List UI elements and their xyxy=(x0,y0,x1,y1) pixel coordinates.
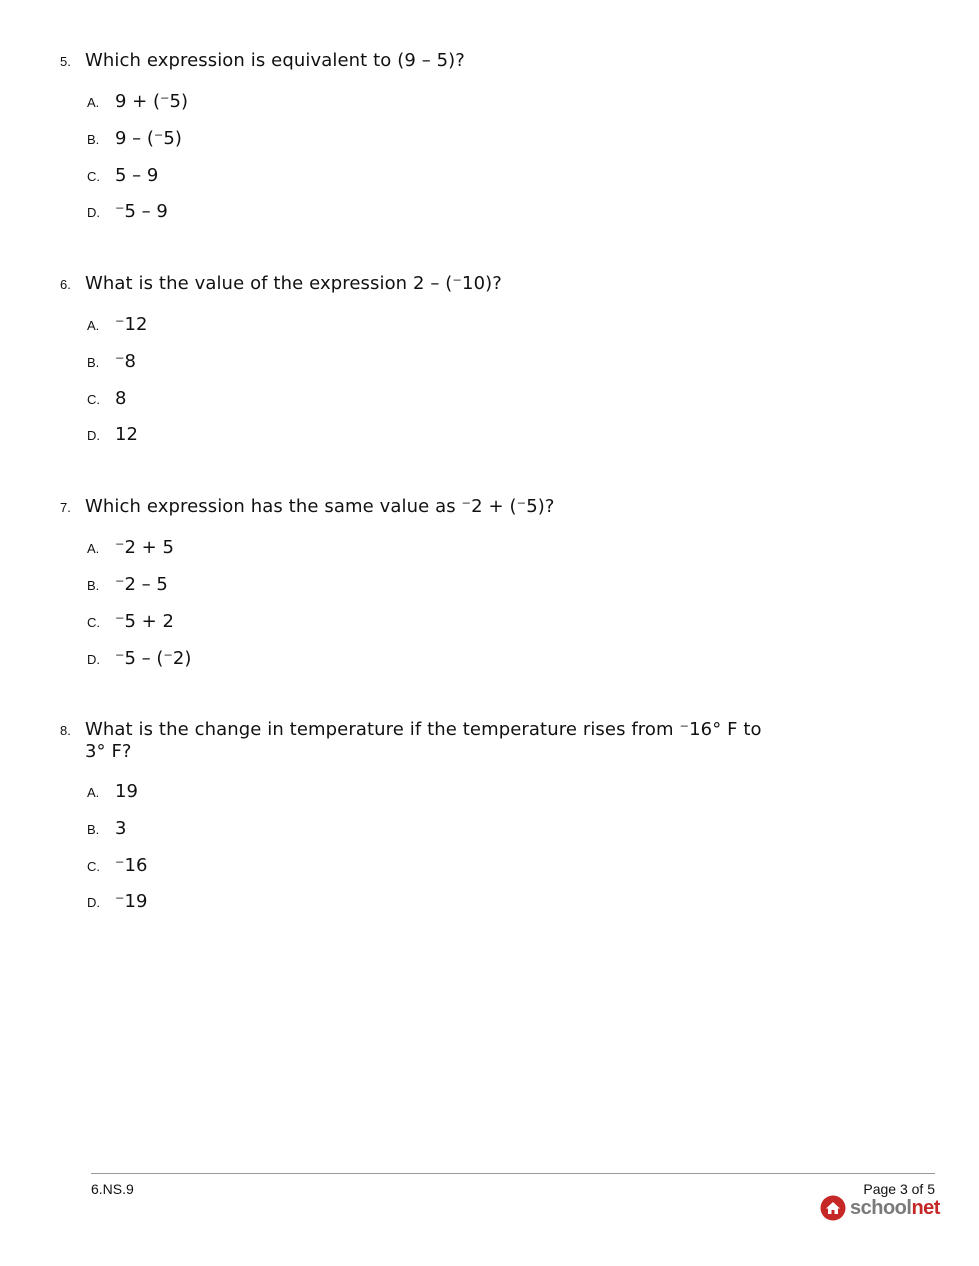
question-number: 6. xyxy=(60,277,71,292)
choice-letter: A. xyxy=(87,785,100,800)
choice-text: ⁻5 + 2 xyxy=(115,611,174,632)
choice-7b[interactable] xyxy=(0,574,600,604)
schoolhouse-icon xyxy=(820,1195,846,1221)
choice-text: 12 xyxy=(115,424,138,445)
choice-text: ⁻5 – (⁻2) xyxy=(115,648,192,669)
choice-letter: C. xyxy=(87,169,100,184)
choice-text: ⁻12 xyxy=(115,314,148,335)
choice-8a[interactable] xyxy=(0,781,600,811)
page-number: Page 3 of 5 xyxy=(863,1181,935,1197)
choice-text: ⁻16 xyxy=(115,855,148,876)
choice-7d[interactable] xyxy=(0,648,600,678)
logo-text-school: school xyxy=(850,1196,912,1219)
question-text: Which expression has the same value as ⁻2 + (⁻5)? xyxy=(85,496,555,517)
choice-5d[interactable] xyxy=(0,201,600,231)
choice-6d[interactable] xyxy=(0,424,600,454)
choice-5a[interactable] xyxy=(0,91,600,121)
choice-letter: A. xyxy=(87,318,100,333)
question-number: 8. xyxy=(60,723,71,738)
choice-text: 8 xyxy=(115,388,127,409)
choice-text: ⁻8 xyxy=(115,351,136,372)
choice-text: ⁻5 – 9 xyxy=(115,201,168,222)
choice-text: 9 + (⁻5) xyxy=(115,91,188,112)
schoolnet-logo xyxy=(820,1194,940,1222)
choice-8d[interactable] xyxy=(0,891,600,921)
question-number: 5. xyxy=(60,54,71,69)
choice-text: ⁻19 xyxy=(115,891,148,912)
choice-letter: B. xyxy=(87,578,100,593)
choice-5b[interactable] xyxy=(0,128,600,158)
choice-6c[interactable] xyxy=(0,388,600,418)
choice-text: 5 – 9 xyxy=(115,165,159,186)
choice-text: 19 xyxy=(115,781,138,802)
logo-text-net: net xyxy=(911,1196,940,1219)
question-number: 7. xyxy=(60,500,71,515)
choice-text: ⁻2 + 5 xyxy=(115,537,174,558)
choice-letter: D. xyxy=(87,205,100,220)
choice-text: 9 – (⁻5) xyxy=(115,128,182,149)
choice-8c[interactable] xyxy=(0,855,600,885)
choice-8b[interactable] xyxy=(0,818,600,848)
choice-text: ⁻2 – 5 xyxy=(115,574,168,595)
footer-divider xyxy=(91,1173,935,1174)
choice-letter: B. xyxy=(87,355,100,370)
choice-6a[interactable] xyxy=(0,314,600,344)
choice-letter: C. xyxy=(87,615,100,630)
standard-code: 6.NS.9 xyxy=(91,1181,134,1197)
logo-wordmark xyxy=(850,1197,940,1220)
choice-letter: C. xyxy=(87,859,100,874)
choice-text: 3 xyxy=(115,818,127,839)
choice-letter: A. xyxy=(87,541,100,556)
choice-letter: C. xyxy=(87,392,100,407)
choice-7c[interactable] xyxy=(0,611,600,641)
question-text: What is the value of the expression 2 – (⁻10)? xyxy=(85,273,502,294)
question-text: Which expression is equivalent to (9 – 5)? xyxy=(85,50,465,71)
choice-5c[interactable] xyxy=(0,165,600,195)
choice-letter: B. xyxy=(87,822,100,837)
question-text: What is the change in temperature if the temperature rises from ⁻16° F to 3° F? xyxy=(85,719,762,762)
choice-letter: A. xyxy=(87,95,100,110)
choice-7a[interactable] xyxy=(0,537,600,567)
choice-letter: D. xyxy=(87,895,100,910)
choice-6b[interactable] xyxy=(0,351,600,381)
choice-letter: D. xyxy=(87,652,100,667)
choice-letter: B. xyxy=(87,132,100,147)
choice-letter: D. xyxy=(87,428,100,443)
